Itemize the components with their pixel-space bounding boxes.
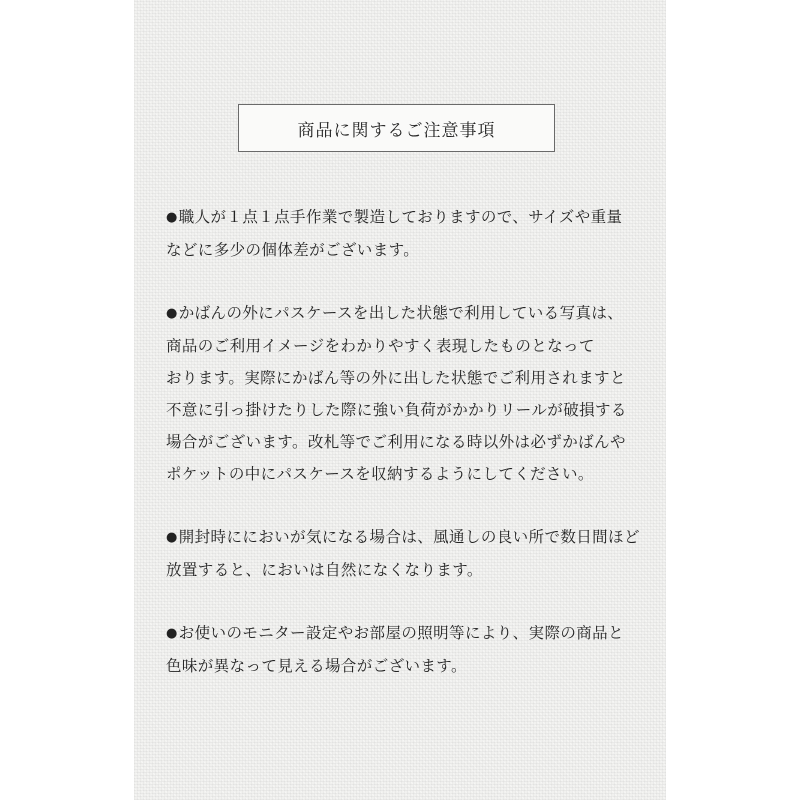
note-pass-case-usage bbox=[166, 297, 666, 490]
note-line: 色味が異なって見える場合がございます。 bbox=[166, 657, 467, 675]
bullet-icon: ● bbox=[166, 530, 178, 545]
note-line: などに多少の個体差がございます。 bbox=[166, 241, 420, 259]
note-line: ●開封時ににおいが気になる場合は、風通しの良い所で数日間ほど bbox=[166, 528, 640, 546]
note-line: 放置すると、においは自然になくなります。 bbox=[166, 561, 483, 579]
note-line: 場合がございます。改札等でご利用になる時以外は必ずかばんや bbox=[166, 433, 626, 451]
note-line: 商品のご利用イメージをわかりやすく表現したものとなって bbox=[166, 337, 595, 355]
note-line: ●職人が１点１点手作業で製造しておりますので、サイズや重量 bbox=[166, 208, 623, 226]
bullet-icon: ● bbox=[166, 306, 178, 321]
note-line: ポケットの中にパスケースを収納するようにしてください。 bbox=[166, 465, 594, 483]
note-size-variation bbox=[166, 201, 666, 266]
note-odor bbox=[166, 521, 666, 586]
note-line: ●かばんの外にパスケースを出した状態で利用している写真は、 bbox=[166, 304, 624, 322]
bullet-icon: ● bbox=[166, 626, 178, 641]
page-title-text: 商品に関するご注意事項 bbox=[297, 120, 496, 141]
note-line: ●お使いのモニター設定やお部屋の照明等により、実際の商品と bbox=[166, 624, 624, 642]
note-line: 不意に引っ掛けたりした際に強い負荷がかかりリールが破損する bbox=[166, 401, 627, 419]
bullet-icon: ● bbox=[166, 210, 178, 225]
note-color-difference bbox=[166, 617, 666, 682]
page-title bbox=[238, 104, 555, 152]
note-line: おります。実際にかばん等の外に出した状態でご利用されますと bbox=[166, 369, 626, 387]
